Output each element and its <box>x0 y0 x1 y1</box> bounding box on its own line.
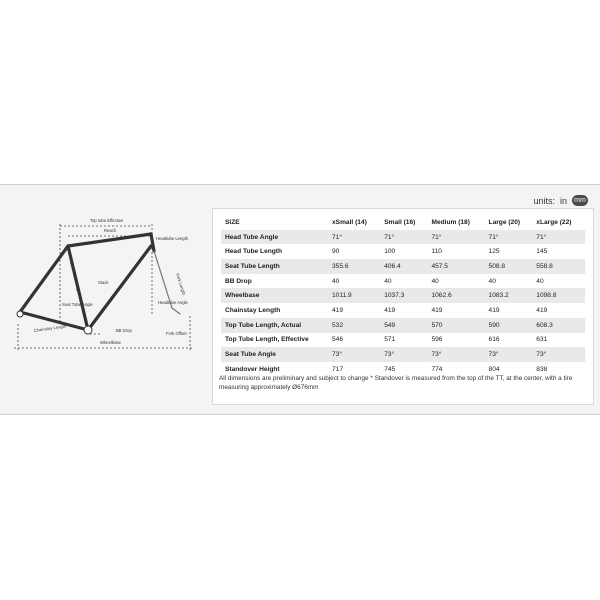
panel-top-divider <box>0 184 600 185</box>
table-cell: 73° <box>380 347 427 362</box>
row-label: Top Tube Length, Effective <box>225 336 309 344</box>
table-cell: 100 <box>384 248 396 256</box>
units-label: units: <box>533 195 555 206</box>
table-row <box>221 274 585 289</box>
header-medium: Medium (18) <box>431 218 470 226</box>
table-cell: 71° <box>328 230 380 245</box>
row-label: Head Tube Length <box>225 248 283 256</box>
table-cell: 1098.8 <box>532 288 585 303</box>
table-cell: 73° <box>485 347 533 362</box>
header-xlarge: xLarge (22) <box>536 218 572 226</box>
table-cell: 1062.6 <box>427 288 484 303</box>
table-cell: 71° <box>427 230 484 245</box>
row-label: Wheelbase <box>221 288 328 303</box>
table-cell: 71° <box>532 230 585 245</box>
table-cell: 631 <box>536 336 548 344</box>
table-cell: 73° <box>427 347 484 362</box>
label-wheelbase: Wheelbase <box>100 340 121 345</box>
label-stack: Stack <box>98 280 109 285</box>
table-cell: 596 <box>431 336 443 344</box>
panel-bottom-divider <box>0 414 600 415</box>
table-cell: 558.8 <box>532 259 585 274</box>
row-label: Head Tube Angle <box>221 230 328 245</box>
table-header-row <box>221 215 585 230</box>
units-option-in[interactable]: in <box>559 195 567 206</box>
table-cell: 419 <box>332 306 344 314</box>
row-label: BB Drop <box>225 277 252 285</box>
table-row <box>221 244 585 259</box>
label-seat-tube-angle: Seat Tube Angle <box>62 302 93 307</box>
row-label: Standover Height <box>225 365 280 373</box>
label-fork-length: Fork Length <box>175 272 187 296</box>
table-cell: 40 <box>536 277 544 285</box>
row-label: Seat Tube Length <box>221 259 328 274</box>
table-cell: 419 <box>431 306 443 314</box>
table-cell: 419 <box>536 306 548 314</box>
table-cell: 71° <box>485 230 533 245</box>
label-seat-tube-length: Seat Tube Length <box>69 261 82 295</box>
dimensions-disclaimer: All dimensions are preliminary and subject to change * Standover is measured from the top of the TT, at the center, with a tire measuring approximately Ø676mm <box>219 375 573 391</box>
table-row <box>221 333 585 348</box>
label-top-tube-effective: Top tube Effective <box>90 218 124 223</box>
table-row <box>221 318 585 333</box>
table-cell: 532 <box>328 318 380 333</box>
units-toggle <box>533 195 588 206</box>
table-cell: 110 <box>431 248 442 256</box>
row-label: Chainstay Length <box>225 306 281 314</box>
table-cell: 590 <box>485 318 533 333</box>
table-cell: 457.5 <box>427 259 484 274</box>
header-small: Small (16) <box>384 218 416 226</box>
table-cell: 1083.2 <box>485 288 533 303</box>
table-cell: 774 <box>431 365 443 373</box>
table-cell: 1037.3 <box>380 288 427 303</box>
table-cell: 355.6 <box>328 259 380 274</box>
row-label: Top Tube Length, Actual <box>221 318 328 333</box>
header-size: SIZE <box>225 218 240 226</box>
table-cell: 608.3 <box>532 318 585 333</box>
label-bb-drop: BB Drop <box>116 328 132 333</box>
header-large: Large (20) <box>488 218 521 226</box>
table-cell: 40 <box>431 277 439 285</box>
table-cell: 745 <box>384 365 396 373</box>
label-reach: Reach <box>104 228 117 233</box>
table-cell: 1011.9 <box>328 288 380 303</box>
table-cell: 40 <box>488 277 496 285</box>
table-cell: 717 <box>332 365 344 373</box>
table-cell: 73° <box>328 347 380 362</box>
table-cell: 804 <box>488 365 500 373</box>
geometry-table <box>221 215 585 377</box>
table-row <box>221 230 585 245</box>
table-cell: 40 <box>384 277 392 285</box>
label-headtube-length: Headtube Length <box>156 236 189 241</box>
geometry-table-card <box>212 208 594 405</box>
table-cell: 838 <box>536 365 548 373</box>
table-cell: 90 <box>332 248 340 256</box>
table-row <box>221 288 585 303</box>
table-cell: 406.4 <box>380 259 427 274</box>
label-fork-offset: Fork Offset <box>166 331 187 336</box>
table-row <box>221 259 585 274</box>
units-option-mm[interactable]: mm <box>572 195 588 206</box>
label-chainstay-length: Chainstay Length <box>33 323 67 333</box>
table-row <box>221 303 585 318</box>
table-cell: 145 <box>536 248 548 256</box>
frame-geometry-diagram <box>4 204 204 374</box>
row-label: Seat Tube Angle <box>221 347 328 362</box>
geometry-panel <box>0 184 600 415</box>
header-xsmall: xSmall (14) <box>332 218 367 226</box>
table-cell: 125 <box>488 248 500 256</box>
table-cell: 71° <box>380 230 427 245</box>
table-row <box>221 347 585 362</box>
table-cell: 419 <box>384 306 396 314</box>
table-cell: 616 <box>488 336 500 344</box>
table-cell: 570 <box>427 318 484 333</box>
table-cell: 549 <box>380 318 427 333</box>
table-cell: 419 <box>488 306 500 314</box>
label-headtube-angle: Headtube Angle <box>158 300 188 305</box>
table-cell: 40 <box>332 277 340 285</box>
table-cell: 571 <box>384 336 396 344</box>
table-cell: 73° <box>532 347 585 362</box>
table-cell: 508.8 <box>485 259 533 274</box>
table-cell: 546 <box>332 336 344 344</box>
